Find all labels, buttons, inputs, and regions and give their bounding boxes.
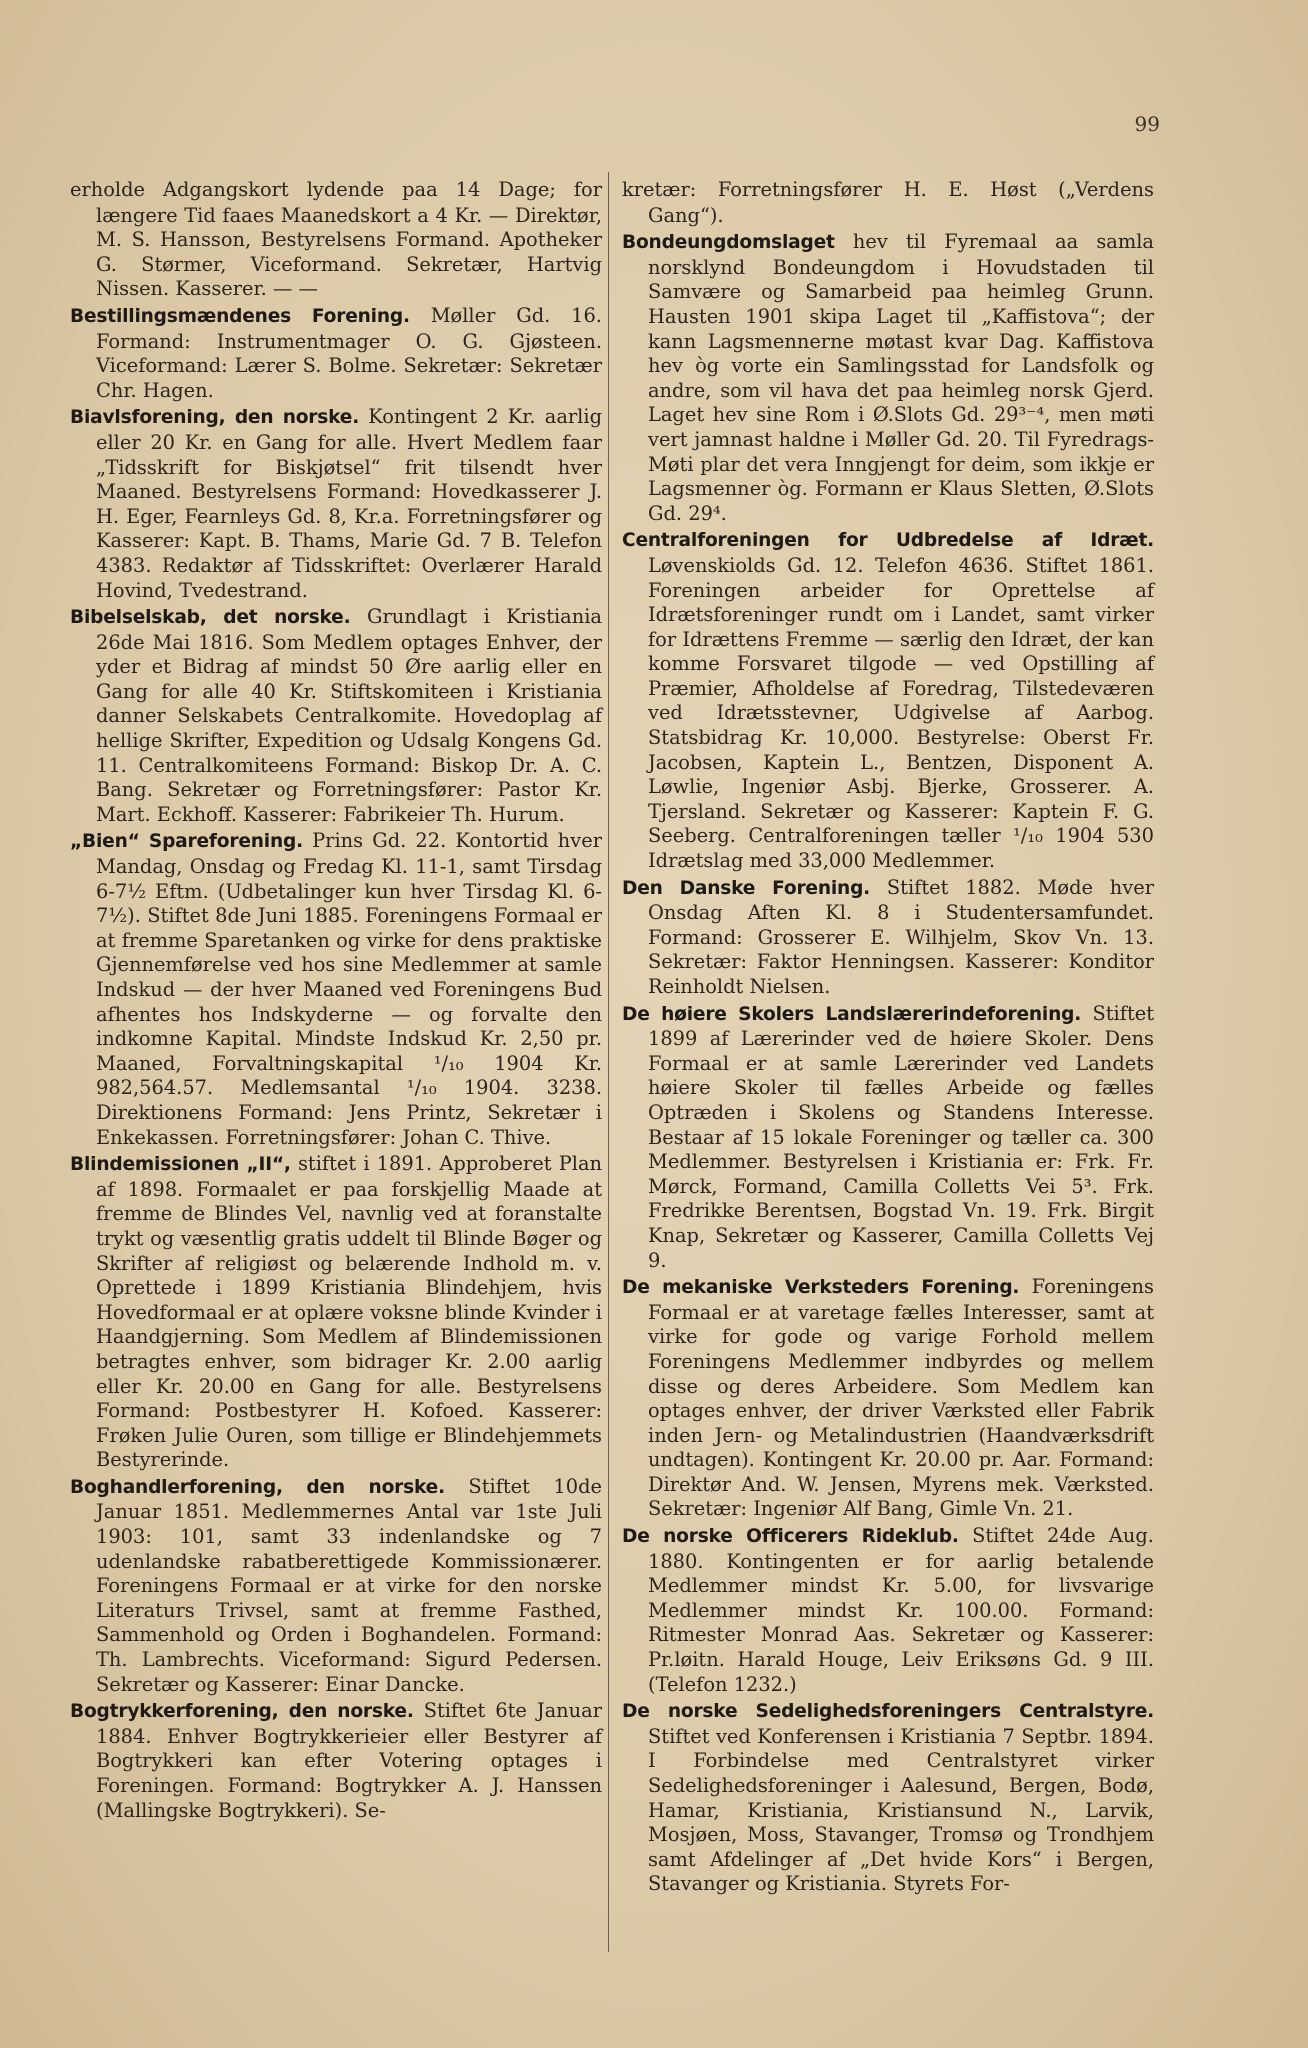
entry-heading: De norske Sedelighedsforeningers Centralstyre. [622, 1701, 1154, 1723]
entry-heading: Boghandlerforening, den norske. [70, 1476, 445, 1498]
entry-text: stiftet i 1891. Approberet Plan af 1898. Formaalet er paa forskjellig Maade at fremme de Blindes Vel, navnlig ved at foranstalte trykt og væsentlig gratis uddelt til Blinde Bøger og Skrifter af religiøst og belærende Indhold m. v. Oprettede i 1899 Kristiania Blindehjem, hvis Hovedformaal er at oplære voksne blinde Kvinder i Haandgjerning. Som Medlem af Blindemissionen betragtes enhver, som bidrager Kr. 2.00 aarlig eller Kr. 20.00 en Gang for alle. Bestyrelsens Formand: Postbestyrer H. Kofoed. Kasserer: Frøken Julie Ouren, som tillige er Blindehjemmets Bestyrerinde. [96, 1152, 603, 1472]
entry-heading: De høiere Skolers Landslærerindeforening. [622, 1003, 1082, 1025]
column-divider [608, 172, 609, 1952]
entry-heading: De norske Officerers Rideklub. [622, 1526, 959, 1548]
entry-heading: Biavlsforening, den norske. [70, 407, 360, 429]
entry [622, 876, 1154, 1000]
entry [622, 1275, 1154, 1522]
entry-text: hev til Fyremaal aa samla norsklynd Bondeungdom i Hovudstaden til Samvære og Samarbeid paa heimleg Grunn. Hausten 1901 skipa Laget til „Kaffistova“; der kann Lagsmennerne møtast kvar Dag. Kaffistova hev òg vorte ein Samlingsstad for Landsfolk og andre, som vil hava det paa heimleg norsk Gjerd. Laget hev sine Rom i Ø.Slots Gd. 29³⁻⁴, men møti vert jamnast haldne i Møller Gd. 20. Til Fyredrags-Møti plar det vera Inngjengt for deim, som ikkje er Lagsmenner òg. Formann er Klaus Sletten, Ø.Slots Gd. 29⁴. [648, 230, 1154, 525]
entry-text: Kontingent 2 Kr. aarlig eller 20 Kr. en Gang for alle. Hvert Medlem faar „Tidsskrift for Biskjøtsel“ frit tilsendt hver Maaned. Bestyrelsens Formand: Hovedkasserer J. H. Eger, Fearnleys Gd. 8, Kr.a. Forretningsfører og Kasserer: Kapt. B. Thams, Marie Gd. 7 B. Telefon 4383. Redaktør af Tidsskriftet: Overlærer Harald Hovind, Tvedestrand. [96, 405, 602, 602]
entry-text: kretær: Forretningsfører H. E. Høst („Verdens Gang“). [622, 178, 1154, 227]
entry-text: Stiftet 1882. Møde hver Onsdag Aften Kl. 8 i Studentersamfundet. Formand: Grosserer E. Wilhjelm, Skov Vn. 13. Sekretær: Faktor Henningsen. Kasserer: Konditor Reinholdt Nielsen. [648, 875, 1154, 998]
entry-heading: Blindemissionen „II“, [70, 1154, 291, 1176]
entry-text: Møller Gd. 16. Formand: Instrumentmager O. G. Gjøsteen. Viceformand: Lærer S. Bolme. Sekretær: Sekretær Chr. Hagen. [96, 303, 602, 402]
entry [622, 528, 1154, 873]
entry-text: Stiftet 6te Januar 1884. Enhver Bogtrykkerieier eller Bestyrer af Bogtrykkeri kan efter Votering optages i Foreningen. Formand: Bogtrykker A. J. Hanssen (Mallingske Bogtrykkeri). Se- [96, 1699, 602, 1822]
entry [622, 178, 1154, 228]
left-column [70, 178, 602, 1825]
entry-text: Stiftet 24de Aug. 1880. Kontingenten er for aarlig betalende Medlemmer mindst Kr. 5.00, for livsvarige Medlemmer mindst Kr. 100.00. Formand: Ritmester Monrad Aas. Sekretær og Kasserer: Pr.løitn. Harald Houge, Leiv Eriksøns Gd. 9 III. (Telefon 1232.) [648, 1524, 1154, 1696]
entry-heading: Den Danske Forening. [622, 877, 871, 899]
entry [622, 1699, 1154, 1897]
entry [70, 178, 602, 302]
entry-text: Foreningens Formaal er at varetage fælles Interesser, samt at virke for gode og varige Forhold mellem Foreningens Medlemmer indbyrdes og mellem disse og deres Arbeidere. Som Medlem kan optages enhver, der driver Værksted eller Fabrik inden Jern- og Metalindustrien (Haandværksdrift undtagen). Kontingent Kr. 20.00 pr. Aar. Formand: Direktør And. W. Jensen, Myrens mek. Værksted. Sekretær: Ingeniør Alf Bang, Gimle Vn. 21. [648, 1275, 1154, 1521]
entry-heading: Bondeungdomslaget [622, 232, 835, 254]
entry-text: Prins Gd. 22. Kontortid hver Mandag, Onsdag og Fredag Kl. 11-1, samt Tirsdag 6-7½ Eftm. (Udbetalinger kun hver Tirsdag Kl. 6-7½). Stiftet 8de Juni 1885. Foreningens Formaal er at fremme Sparetanken og virke for dens praktiske Gjennemførelse ved hos sine Medlemmer at samle Indskud — der hver Maaned ved Foreningens Bud afhentes hos Indskyderne — og forvalte den indkomne Kapital. Mindste Indskud Kr. 2,50 pr. Maaned, Forvaltningskapital ¹/₁₀ 1904 Kr. 982,564.57. Medlemsantal ¹/₁₀ 1904. 3238. Direktionens Formand: Jens Printz, Sekretær i Enkekassen. Forretningsfører: Johan C. Thive. [96, 829, 602, 1149]
entry-heading: „Bien“ Spareforening. [70, 831, 303, 853]
entry-text: erholde Adgangskort lydende paa 14 Dage; for længere Tid faaes Maanedskort a 4 Kr. — Direktør, M. S. Hansson, Bestyrelsens Formand. Apotheker G. Størmer, Viceformand. Sekretær, Hartvig Nissen. Kasserer. — — [70, 178, 602, 301]
entry [622, 230, 1154, 526]
entry-text: Grundlagt i Kristiania 26de Mai 1816. Som Medlem optages Enhver, der yder et Bidrag af mindst 50 Øre aarlig eller en Gang for alle 40 Kr. Stiftskomiteen i Kristiania danner Selskabets Centralkomite. Hovedoplag af hellige Skrifter, Expedition og Udsalg Kongens Gd. 11. Centralkomiteens Formand: Biskop Dr. A. C. Bang. Sekretær og Forretningsfører: Pastor Kr. Mart. Eckhoff. Kasserer: Fabrikeier Th. Hurum. [96, 605, 602, 826]
entry [70, 304, 602, 403]
entry [622, 1524, 1154, 1697]
entry [70, 405, 602, 603]
entry-text: Løvenskiolds Gd. 12. Telefon 4636. Stiftet 1861. Foreningen arbeider for Oprettelse af Idrætsforeninger rundt om i Landet, samt virker for Idrættens Fremme — særlig den Idræt, der kan komme Forsvaret tilgode — ved Opstilling af Præmier, Afholdelse af Foredrag, Tilstedeværen ved Idrætsstevner, Udgivelse af Aarbog. Statsbidrag Kr. 10,000. Bestyrelse: Oberst Fr. Jacobsen, Kaptein L., Bentzen, Disponent A. Løwlie, Ingeniør Asbj. Bjerke, Grosserer. A. Tjersland. Sekretær og Kasserer: Kaptein F. G. Seeberg. Centralforeningen tæller ¹/₁₀ 1904 530 Idrætslag med 33,000 Medlemmer. [648, 553, 1154, 873]
entry-heading: Centralforeningen for Udbredelse af Idræt. [622, 530, 1154, 552]
entry-heading: Bogtrykkerforening, den norske. [70, 1701, 414, 1723]
entry-heading: Bestillingsmændenes Forening. [70, 305, 410, 327]
entry-text: Stiftet 10de Januar 1851. Medlemmernes Antal var 1ste Juli 1903: 101, samt 33 indenlandske og 7 udenlandske rabatberettigede Kommissionærer. Foreningens Formaal er at virke for den norske Literaturs Trivsel, samt at fremme Fasthed, Sammenhold og Orden i Boghandelen. Formand: Th. Lambrechts. Viceformand: Sigurd Pedersen. Sekretær og Kasserer: Einar Dancke. [96, 1474, 602, 1696]
entry [70, 1699, 602, 1823]
entry [70, 605, 602, 827]
entry-heading: De mekaniske Verksteders Forening. [622, 1277, 1020, 1299]
page-number: 99 [1134, 112, 1160, 136]
entry [622, 1002, 1154, 1274]
entry-text: Stiftet ved Konferensen i Kristiania 7 Septbr. 1894. I Forbindelse med Centralstyret virker Sedelighedsforeninger i Aalesund, Bergen, Bodø, Hamar, Kristiania, Kristiansund N., Larvik, Mosjøen, Moss, Stavanger, Tromsø og Trondhjem samt Afdelinger af „Det hvide Kors“ i Bergen, Stavanger og Kristiania. Styrets For- [648, 1724, 1154, 1896]
entry-text: Stiftet 1899 af Lærerinder ved de høiere Skoler. Dens Formaal er at samle Lærerinder ved Landets høiere Skoler til fælles Arbeide og fælles Optræden i Skolens og Standens Interesse. Bestaar af 15 lokale Foreninger og tæller ca. 300 Medlemmer. Bestyrelsen i Kristiania er: Frk. Fr. Mørck, Formand, Camilla Colletts Vei 5³. Frk. Fredrikke Berentsen, Bogstad Vn. 19. Frk. Birgit Knap, Sekretær og Kasserer, Camilla Colletts Vej 9. [648, 1001, 1154, 1272]
entry [70, 1475, 602, 1697]
entry-heading: Bibelselskab, det norske. [70, 607, 351, 629]
entry [70, 1152, 602, 1473]
entry [70, 829, 602, 1150]
right-column [622, 178, 1154, 1899]
